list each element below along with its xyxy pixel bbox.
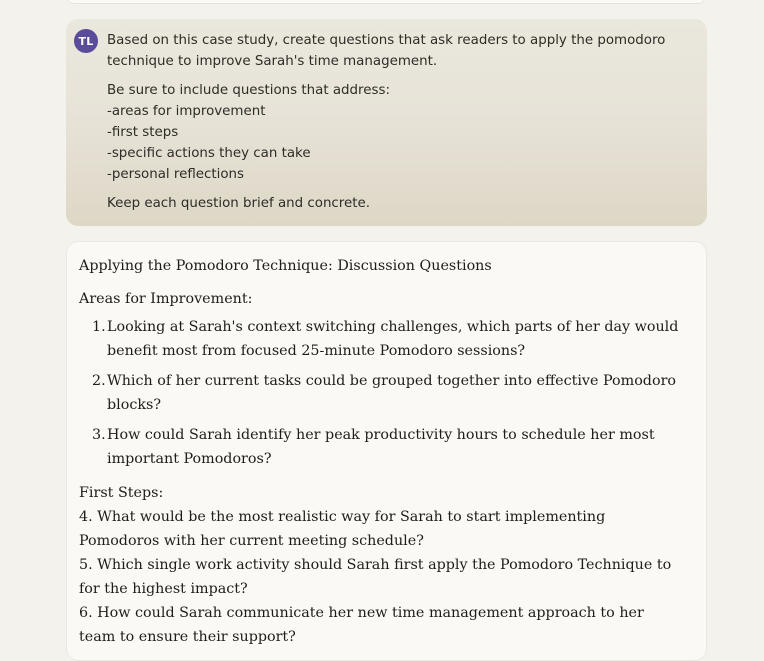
question-item: 4. What would be the most realistic way for Sarah to start implementing Pomodoros with her current meeting schedule? xyxy=(79,509,606,549)
user-prompt: Based on this case study, create questions that ask readers to apply the pomodoro technique to improve Sarah's time management. xyxy=(107,33,666,69)
question-list xyxy=(79,315,679,471)
user-include-item: -first steps xyxy=(107,125,179,140)
user-include-intro: Be sure to include questions that address: xyxy=(107,83,390,98)
user-include-item: -areas for improvement xyxy=(107,104,266,119)
assistant-message-text xyxy=(79,254,679,649)
question-item xyxy=(79,423,679,471)
question-text: Looking at Sarah's context switching challenges, which parts of her day would benefit most from focused 25-minute Pomodoro sessions? xyxy=(107,319,679,359)
question-text: How could Sarah identify her peak productivity hours to schedule her most important Pomodoros? xyxy=(107,427,655,467)
question-item: 5. Which single work activity should Sarah first apply the Pomodoro Technique to for the highest impact? xyxy=(79,557,672,597)
assistant-message xyxy=(66,241,707,661)
question-item: 6. How could Sarah communicate her new time management approach to her team to ensure their support? xyxy=(79,605,644,645)
question-item xyxy=(79,369,679,417)
user-include-item: -personal reflections xyxy=(107,167,245,182)
user-closing: Keep each question brief and concrete. xyxy=(107,196,370,211)
response-title: Applying the Pomodoro Technique: Discussion Questions xyxy=(79,258,492,274)
user-avatar: TL xyxy=(74,29,98,53)
user-message xyxy=(66,19,707,226)
previous-message-edge xyxy=(66,0,706,4)
question-text: Which of her current tasks could be grouped together into effective Pomodoro blocks? xyxy=(107,373,677,413)
question-item xyxy=(79,315,679,363)
user-message-text xyxy=(107,30,692,214)
question-number: 1. xyxy=(92,319,106,335)
section-heading: First Steps: xyxy=(79,485,164,501)
question-number: 3. xyxy=(92,427,106,443)
question-number: 2. xyxy=(92,373,106,389)
section-heading: Areas for Improvement: xyxy=(79,291,253,307)
user-include-item: -specific actions they can take xyxy=(107,146,311,161)
